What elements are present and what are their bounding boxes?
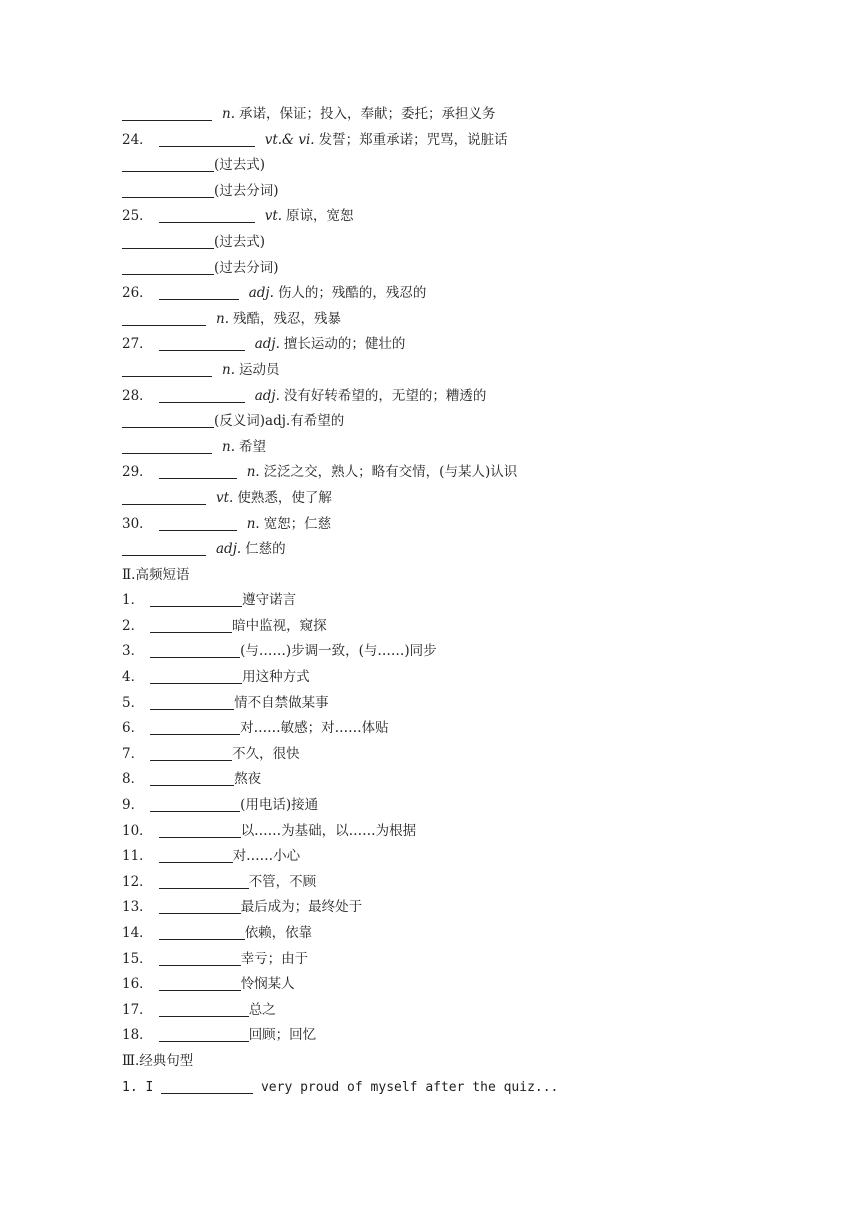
answer-blank[interactable]	[159, 282, 239, 300]
worksheet-page	[122, 102, 782, 1100]
answer-blank[interactable]	[159, 820, 241, 838]
part-of-speech: adj.	[254, 387, 280, 404]
phrase-line	[122, 998, 782, 1024]
section-heading: Ⅱ.高频短语	[122, 566, 190, 583]
item-number: 27．	[122, 336, 153, 353]
phrase-line	[122, 691, 782, 717]
vocab-line	[122, 537, 782, 563]
answer-blank[interactable]	[150, 692, 234, 710]
vocab-line	[122, 435, 782, 461]
part-of-speech: vt.	[264, 208, 283, 225]
answer-blank[interactable]	[150, 615, 232, 633]
phrase-line	[122, 742, 782, 768]
answer-blank[interactable]	[159, 1024, 249, 1042]
sentence-start: I	[145, 1079, 154, 1095]
answer-blank[interactable]	[122, 103, 212, 121]
phrase-line	[122, 793, 782, 819]
phrase-line	[122, 844, 782, 870]
phrase-meaning: 遵守诺言	[242, 592, 297, 609]
part-of-speech: vt.& vi.	[264, 131, 315, 148]
phrase-meaning: 总之	[248, 1001, 276, 1018]
item-number: 15．	[122, 950, 153, 967]
phrase-line	[122, 895, 782, 921]
answer-blank[interactable]	[122, 180, 214, 198]
item-number: 6．	[122, 720, 145, 737]
answer-blank[interactable]	[159, 845, 233, 863]
definition-text: 使熟悉，使了解	[237, 489, 332, 506]
phrase-meaning: (与……)步调一致，(与……)同步	[240, 643, 437, 660]
phrase-meaning: 以……为基础，以……为根据	[240, 822, 417, 839]
phrase-meaning: 情不自禁做某事	[234, 694, 329, 711]
item-number: 17．	[122, 1001, 153, 1018]
answer-blank[interactable]	[159, 385, 245, 403]
definition-text: 泛泛之交，熟人；略有交情，(与某人)认识	[263, 464, 518, 481]
item-number: 5．	[122, 694, 145, 711]
item-number: 8．	[122, 771, 145, 788]
answer-blank[interactable]	[159, 896, 241, 914]
vocab-line	[122, 460, 782, 486]
vocab-line	[122, 409, 782, 435]
phrase-meaning: 幸亏；由于	[240, 950, 309, 967]
definition-text: 发誓；郑重承诺；咒骂，说脏话	[318, 131, 508, 148]
part-of-speech: n.	[222, 361, 235, 378]
item-number: 10．	[122, 822, 153, 839]
vocab-line	[122, 204, 782, 230]
definition-text: 没有好转希望的，无望的；糟透的	[283, 387, 487, 404]
item-number: 29．	[122, 464, 153, 481]
answer-blank[interactable]	[159, 461, 237, 479]
answer-blank[interactable]	[150, 768, 234, 786]
answer-blank[interactable]	[122, 257, 214, 275]
definition-text: (过去分词)	[214, 259, 279, 276]
answer-blank[interactable]	[150, 794, 240, 812]
item-number: 25．	[122, 208, 153, 225]
vocab-line	[122, 307, 782, 333]
vocab-line	[122, 358, 782, 384]
item-number: 24．	[122, 131, 153, 148]
definition-text: (过去式)	[214, 157, 266, 174]
sentence-end: very proud of myself after the quiz...	[260, 1079, 559, 1095]
part-of-speech: vt.	[216, 489, 234, 506]
definition-text: (反义词)adj.有希望的	[214, 413, 345, 430]
definition-text: 仁慈的	[245, 541, 286, 558]
item-number: 4．	[122, 669, 145, 686]
item-number: 12．	[122, 873, 153, 890]
phrase-line	[122, 870, 782, 896]
definition-text: 承诺，保证；投入，奉献；委托；承担义务	[239, 106, 496, 122]
vocab-line	[122, 153, 782, 179]
answer-blank[interactable]	[150, 743, 232, 761]
answer-blank[interactable]	[161, 1076, 253, 1094]
answer-blank[interactable]	[150, 640, 240, 658]
answer-blank[interactable]	[159, 513, 237, 531]
phrase-meaning: (用电话)接通	[240, 797, 319, 814]
item-number: 7．	[122, 745, 145, 762]
answer-blank[interactable]	[122, 538, 206, 556]
vocab-line	[122, 102, 782, 128]
answer-blank[interactable]	[122, 436, 212, 454]
answer-blank[interactable]	[150, 589, 242, 607]
item-number: 2．	[122, 617, 145, 634]
part-of-speech: n.	[246, 464, 260, 481]
answer-blank[interactable]	[159, 948, 241, 966]
sentence-line	[122, 1075, 782, 1101]
phrase-line	[122, 639, 782, 665]
vocab-line	[122, 281, 782, 307]
answer-blank[interactable]	[159, 129, 255, 147]
item-number: 26．	[122, 285, 153, 302]
item-number: 13．	[122, 899, 153, 916]
answer-blank[interactable]	[159, 205, 255, 223]
item-number: 18．	[122, 1027, 153, 1044]
item-number: 1.	[122, 1079, 138, 1095]
vocab-line	[122, 332, 782, 358]
phrase-meaning: 对……敏感；对……体贴	[240, 720, 389, 737]
phrase-line	[122, 665, 782, 691]
item-number: 3．	[122, 643, 145, 660]
definition-text: 希望	[239, 438, 266, 455]
phrase-line	[122, 716, 782, 742]
phrase-line	[122, 588, 782, 614]
answer-blank[interactable]	[122, 308, 206, 326]
phrase-meaning: 暗中监视，窥探	[232, 617, 327, 634]
phrase-line	[122, 767, 782, 793]
phrase-line	[122, 614, 782, 640]
definition-text: 擅长运动的；健壮的	[283, 336, 406, 353]
phrase-meaning: 用这种方式	[242, 669, 310, 686]
part-of-speech: adj.	[216, 541, 242, 558]
item-number: 16．	[122, 976, 153, 993]
phrase-meaning: 最后成为；最终处于	[240, 899, 363, 916]
vocab-line	[122, 384, 782, 410]
answer-blank[interactable]	[159, 871, 249, 889]
phrase-line	[122, 819, 782, 845]
answer-blank[interactable]	[159, 973, 241, 991]
part-of-speech: adj.	[248, 285, 274, 302]
vocab-line	[122, 179, 782, 205]
part-of-speech: n.	[222, 438, 235, 455]
definition-text: 原谅，宽恕	[286, 208, 354, 225]
definition-text: 残酷，残忍，残暴	[233, 310, 341, 327]
definition-text: (过去分词)	[214, 182, 279, 199]
vocab-line	[122, 256, 782, 282]
answer-blank[interactable]	[150, 717, 240, 735]
phrase-line	[122, 921, 782, 947]
item-number: 14．	[122, 925, 153, 941]
answer-blank[interactable]	[150, 666, 242, 684]
phrase-line	[122, 1023, 782, 1049]
phrase-meaning: 怜悯某人	[240, 976, 295, 993]
answer-blank[interactable]	[122, 487, 206, 505]
answer-blank[interactable]	[122, 410, 214, 428]
definition-text: 宽恕；仁慈	[263, 515, 332, 532]
vocab-line	[122, 128, 782, 154]
item-number: 28．	[122, 387, 153, 404]
item-number: 30．	[122, 515, 153, 532]
part-of-speech: n.	[222, 106, 235, 122]
phrase-meaning: 依赖，依靠	[244, 925, 313, 941]
phrase-meaning: 回顾；回忆	[248, 1027, 317, 1044]
part-of-speech: n.	[246, 515, 260, 532]
answer-blank[interactable]	[122, 154, 214, 172]
part-of-speech: n.	[216, 310, 229, 327]
phrase-line	[122, 972, 782, 998]
definition-text: 伤人的；残酷的，残忍的	[277, 285, 427, 302]
part-of-speech: adj.	[254, 336, 280, 353]
answer-blank[interactable]	[159, 922, 245, 940]
answer-blank[interactable]	[159, 999, 249, 1017]
definition-text: 运动员	[239, 361, 280, 378]
item-number: 1．	[122, 592, 145, 609]
answer-blank[interactable]	[159, 333, 245, 351]
phrase-meaning: 熬夜	[234, 771, 262, 788]
vocab-line	[122, 230, 782, 256]
item-number: 9．	[122, 797, 145, 814]
definition-text: (过去式)	[214, 233, 266, 250]
phrase-meaning: 不管，不顾	[248, 873, 317, 890]
phrase-meaning: 对……小心	[232, 848, 301, 865]
answer-blank[interactable]	[122, 359, 212, 377]
phrase-meaning: 不久，很快	[232, 745, 300, 762]
phrase-line	[122, 947, 782, 973]
answer-blank[interactable]	[122, 231, 214, 249]
item-number: 11．	[122, 848, 153, 865]
vocab-line	[122, 486, 782, 512]
section-heading: Ⅲ.经典句型	[122, 1052, 194, 1069]
vocab-line	[122, 512, 782, 538]
